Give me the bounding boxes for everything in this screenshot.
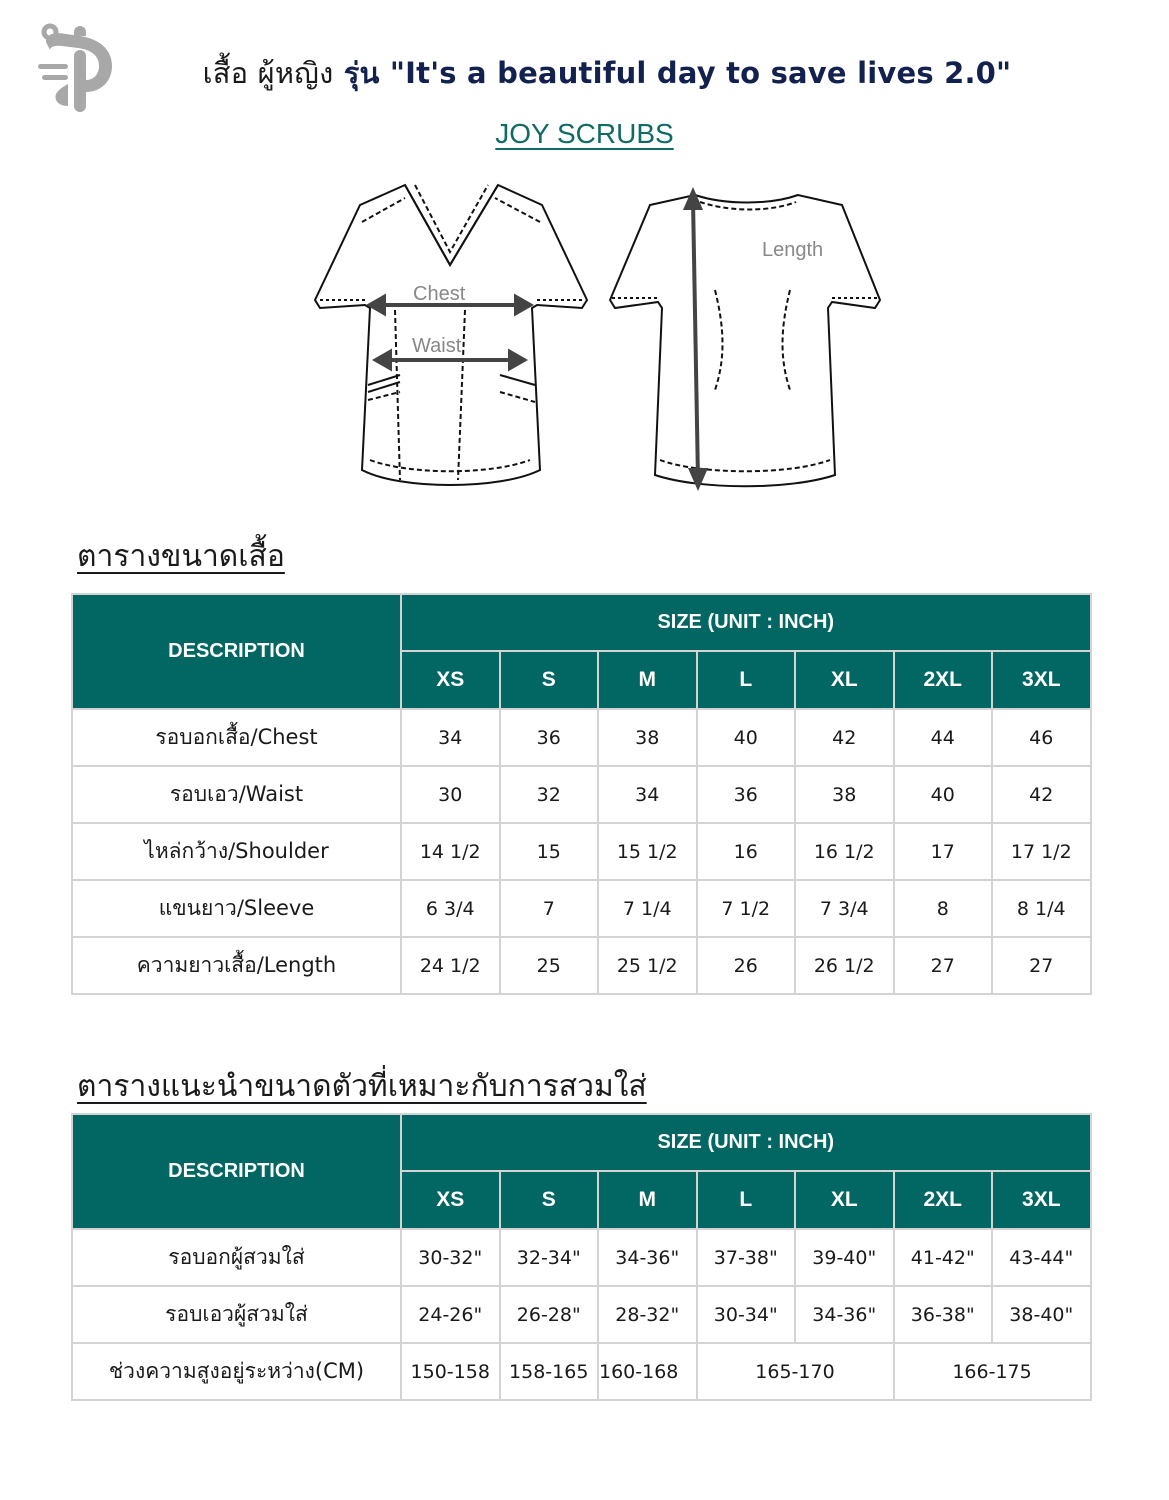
cell: 30 — [401, 766, 500, 823]
cell: 27 — [894, 937, 993, 994]
cell: 36 — [500, 709, 599, 766]
cell: 37-38" — [697, 1229, 796, 1286]
cell: 27 — [992, 937, 1091, 994]
cell: 32-34" — [500, 1229, 599, 1286]
length-label: Length — [762, 239, 824, 261]
table-row — [72, 709, 1091, 766]
size-col-2xl: 2XL — [894, 651, 993, 709]
cell: 40 — [697, 709, 796, 766]
size-col-xl: XL — [795, 651, 894, 709]
cell: 30-32" — [401, 1229, 500, 1286]
page-title — [0, 50, 1169, 96]
cell: 38-40" — [992, 1286, 1091, 1343]
table-row — [72, 766, 1091, 823]
cell: 8 — [894, 880, 993, 937]
table-row — [72, 1229, 1091, 1286]
row-label: แขนยาว/Sleeve — [72, 880, 401, 937]
title-prefix: เสื้อ ผู้หญิง — [202, 56, 334, 90]
cell: 7 1/4 — [598, 880, 697, 937]
table-row — [72, 823, 1091, 880]
size-col-m: M — [598, 651, 697, 709]
cell: 41-42" — [894, 1229, 993, 1286]
cell: 38 — [795, 766, 894, 823]
cell: 46 — [992, 709, 1091, 766]
description-header: DESCRIPTION — [72, 594, 401, 709]
cell: 17 — [894, 823, 993, 880]
cell: 25 1/2 — [598, 937, 697, 994]
garment-size-section-title: ตารางขนาดเสื้อ — [77, 539, 285, 574]
cell: 166-175 — [894, 1343, 1091, 1400]
row-label: ไหล่กว้าง/Shoulder — [72, 823, 401, 880]
cell: 26-28" — [500, 1286, 599, 1343]
row-label: ช่วงความสูงอยู่ระหว่าง(CM) — [72, 1343, 401, 1400]
size-col-3xl: 3XL — [992, 651, 1091, 709]
table-row — [72, 880, 1091, 937]
description-header: DESCRIPTION — [72, 1114, 401, 1229]
cell: 43-44" — [992, 1229, 1091, 1286]
cell: 40 — [894, 766, 993, 823]
cell: 28-32" — [598, 1286, 697, 1343]
cell: 38 — [598, 709, 697, 766]
size-col-s: S — [500, 651, 599, 709]
cell: 32 — [500, 766, 599, 823]
row-label: ความยาวเสื้อ/Length — [72, 937, 401, 994]
cell: 7 3/4 — [795, 880, 894, 937]
cell: 42 — [795, 709, 894, 766]
cell: 26 1/2 — [795, 937, 894, 994]
cell: 16 — [697, 823, 796, 880]
cell: 14 1/2 — [401, 823, 500, 880]
cell: 34 — [401, 709, 500, 766]
cell: 25 — [500, 937, 599, 994]
table-row — [72, 1286, 1091, 1343]
cell: 15 1/2 — [598, 823, 697, 880]
cell: 15 — [500, 823, 599, 880]
cell: 42 — [992, 766, 1091, 823]
cell: 26 — [697, 937, 796, 994]
cell: 30-34" — [697, 1286, 796, 1343]
size-unit-header: SIZE (UNIT : INCH) — [401, 1114, 1091, 1171]
waist-label: Waist — [412, 335, 462, 357]
cell: 8 1/4 — [992, 880, 1091, 937]
row-label: รอบเอว/Waist — [72, 766, 401, 823]
cell: 160-168 — [598, 1343, 697, 1400]
cell: 44 — [894, 709, 993, 766]
size-col-l: L — [697, 1171, 796, 1229]
garment-size-table — [71, 593, 1092, 995]
cell: 34-36" — [598, 1229, 697, 1286]
fit-guide-table — [71, 1113, 1092, 1401]
size-col-3xl: 3XL — [992, 1171, 1091, 1229]
cell: 34-36" — [795, 1286, 894, 1343]
row-label: รอบอกผู้สวมใส่ — [72, 1229, 401, 1286]
size-col-s: S — [500, 1171, 599, 1229]
cell: 7 1/2 — [697, 880, 796, 937]
fit-guide-section-title: ตารางแนะนำขนาดตัวที่เหมาะกับการสวมใส่ — [77, 1069, 647, 1104]
size-col-m: M — [598, 1171, 697, 1229]
row-label: รอบอกเสื้อ/Chest — [72, 709, 401, 766]
scrub-top-diagram — [300, 180, 900, 500]
cell: 24-26" — [401, 1286, 500, 1343]
chest-label: Chest — [413, 283, 466, 305]
table-row — [72, 1343, 1091, 1400]
cell: 36-38" — [894, 1286, 993, 1343]
cell: 36 — [697, 766, 796, 823]
cell: 6 3/4 — [401, 880, 500, 937]
title-main: รุ่น "It's a beautiful day to save lives 2.0" — [343, 56, 1012, 90]
size-col-l: L — [697, 651, 796, 709]
cell: 17 1/2 — [992, 823, 1091, 880]
cell: 24 1/2 — [401, 937, 500, 994]
row-label: รอบเอวผู้สวมใส่ — [72, 1286, 401, 1343]
cell: 150-158 — [401, 1343, 500, 1400]
cell: 7 — [500, 880, 599, 937]
size-col-2xl: 2XL — [894, 1171, 993, 1229]
cell: 34 — [598, 766, 697, 823]
size-col-xs: XS — [401, 651, 500, 709]
cell: 16 1/2 — [795, 823, 894, 880]
cell: 39-40" — [795, 1229, 894, 1286]
size-unit-header: SIZE (UNIT : INCH) — [401, 594, 1091, 651]
cell: 165-170 — [697, 1343, 894, 1400]
table-row — [72, 937, 1091, 994]
brand-name: JOY SCRUBS — [495, 118, 674, 149]
size-col-xl: XL — [795, 1171, 894, 1229]
cell: 158-165 — [500, 1343, 599, 1400]
size-col-xs: XS — [401, 1171, 500, 1229]
